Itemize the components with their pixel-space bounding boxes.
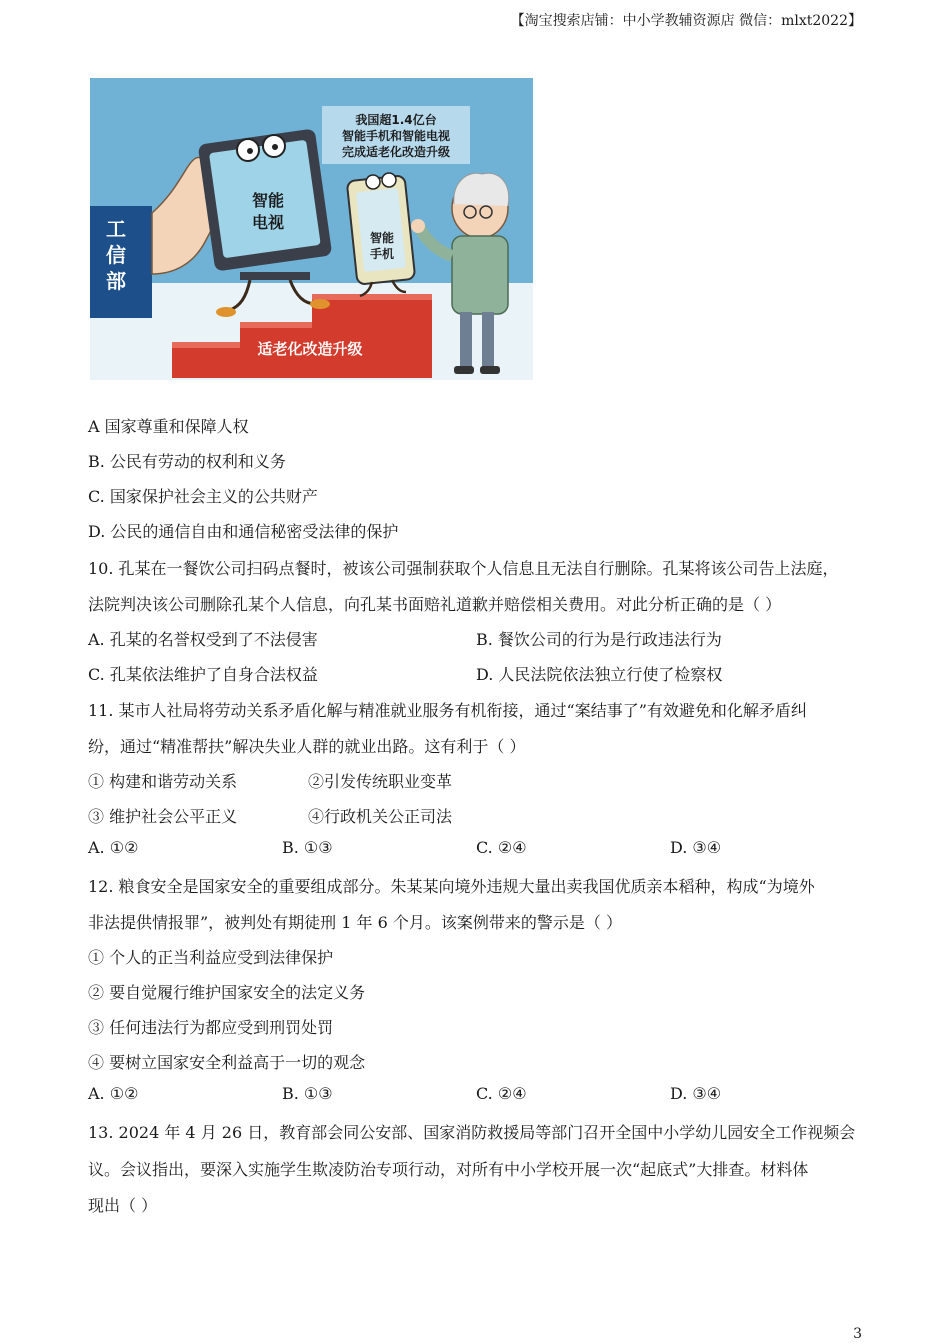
q13-stem-line-2: 议。会议指出，要深入实施学生欺凌防治专项行动，对所有中小学校开展一次“起底式”大排查。材料体	[88, 1160, 809, 1179]
tv-label-1: 智能	[251, 191, 285, 210]
q9-option-c: C. 国家保护社会主义的公共财产	[88, 487, 318, 506]
q13-stem-line-1: 13. 2024 年 4 月 26 日，教育部会同公安部、国家消防救援局等部门召开全国中小学幼儿园安全工作视频会	[88, 1123, 856, 1142]
phone-label-1: 智能	[369, 231, 395, 245]
q12-option-a: A. ①②	[88, 1084, 139, 1103]
q12-statement-1: ① 个人的正当利益应受到法律保护	[88, 948, 334, 967]
q9-option-d: D. 公民的通信自由和通信秘密受法律的保护	[88, 522, 399, 541]
tv-label-2: 电视	[251, 213, 285, 232]
sleeve-char-3: 部	[106, 269, 126, 293]
phone-label-2: 手机	[369, 247, 395, 261]
q11-statement-1: ① 构建和谐劳动关系	[88, 772, 238, 791]
steps-label: 适老化改造升级	[257, 340, 363, 358]
q12-option-b: B. ①③	[282, 1084, 333, 1103]
q10-option-a: A. 孔某的名誉权受到了不法侵害	[88, 630, 318, 649]
q11-option-b: B. ①③	[282, 838, 333, 857]
q12-option-d: D. ③④	[670, 1084, 722, 1103]
q10-option-b: B. 餐饮公司的行为是行政违法行为	[476, 630, 722, 649]
page-number: 3	[853, 1326, 862, 1342]
sleeve-char-1: 工	[106, 217, 126, 241]
q13-stem-line-3: 现出（ ）	[88, 1196, 158, 1215]
smart-phone	[347, 173, 416, 296]
q11-option-c: C. ②④	[476, 838, 527, 857]
q12-statement-2: ② 要自觉履行维护国家安全的法定义务	[88, 983, 366, 1002]
q12-stem-line-2: 非法提供情报罪”，被判处有期徒刑 1 年 6 个月。该案例带来的警示是（ ）	[88, 913, 622, 932]
sleeve-char-2: 信	[106, 243, 126, 267]
page-header: 【淘宝搜索店铺：中小学教辅资源店 微信：mlxt2022】	[510, 13, 862, 29]
q12-statement-4: ④ 要树立国家安全利益高于一切的观念	[88, 1053, 366, 1072]
q11-stem-line-1: 11. 某市人社局将劳动关系矛盾化解与精准就业服务有机衔接，通过“案结事了”有效避免和化解矛盾纠	[88, 701, 807, 720]
q9-option-b: B. 公民有劳动的权利和义务	[88, 452, 286, 471]
cartoon-caption-1: 我国超1.4亿台	[355, 113, 437, 127]
q10-option-c: C. 孔某依法维护了自身合法权益	[88, 665, 318, 684]
cartoon-caption-2: 智能手机和智能电视	[341, 129, 451, 143]
q9-option-a: A 国家尊重和保障人权	[88, 417, 249, 436]
q11-statement-4: ④行政机关公正司法	[308, 807, 453, 826]
q10-stem-line-2: 法院判决该公司删除孔某个人信息，向孔某书面赔礼道歉并赔偿相关费用。对此分析正确的是（ ）	[88, 595, 782, 614]
cartoon-illustration	[90, 78, 533, 380]
q11-option-a: A. ①②	[88, 838, 139, 857]
q10-stem-line-1: 10. 孔某在一餐饮公司扫码点餐时，被该公司强制获取个人信息且无法自行删除。孔某将该公司告上法庭，	[88, 559, 839, 578]
q10-option-d: D. 人民法院依法独立行使了检察权	[476, 665, 723, 684]
q11-statement-3: ③ 维护社会公平正义	[88, 807, 238, 826]
q12-option-c: C. ②④	[476, 1084, 527, 1103]
q11-stem-line-2: 纷，通过“精准帮扶”解决失业人群的就业出路。这有利于（ ）	[88, 737, 526, 756]
q11-statement-2: ②引发传统职业变革	[308, 772, 453, 791]
q12-statement-3: ③ 任何违法行为都应受到刑罚处罚	[88, 1018, 334, 1037]
q11-option-d: D. ③④	[670, 838, 722, 857]
q12-stem-line-1: 12. 粮食安全是国家安全的重要组成部分。朱某某向境外违规大量出卖我国优质亲本稻种，构成“为境外	[88, 877, 815, 896]
cartoon-caption-3: 完成适老化改造升级	[341, 145, 451, 159]
